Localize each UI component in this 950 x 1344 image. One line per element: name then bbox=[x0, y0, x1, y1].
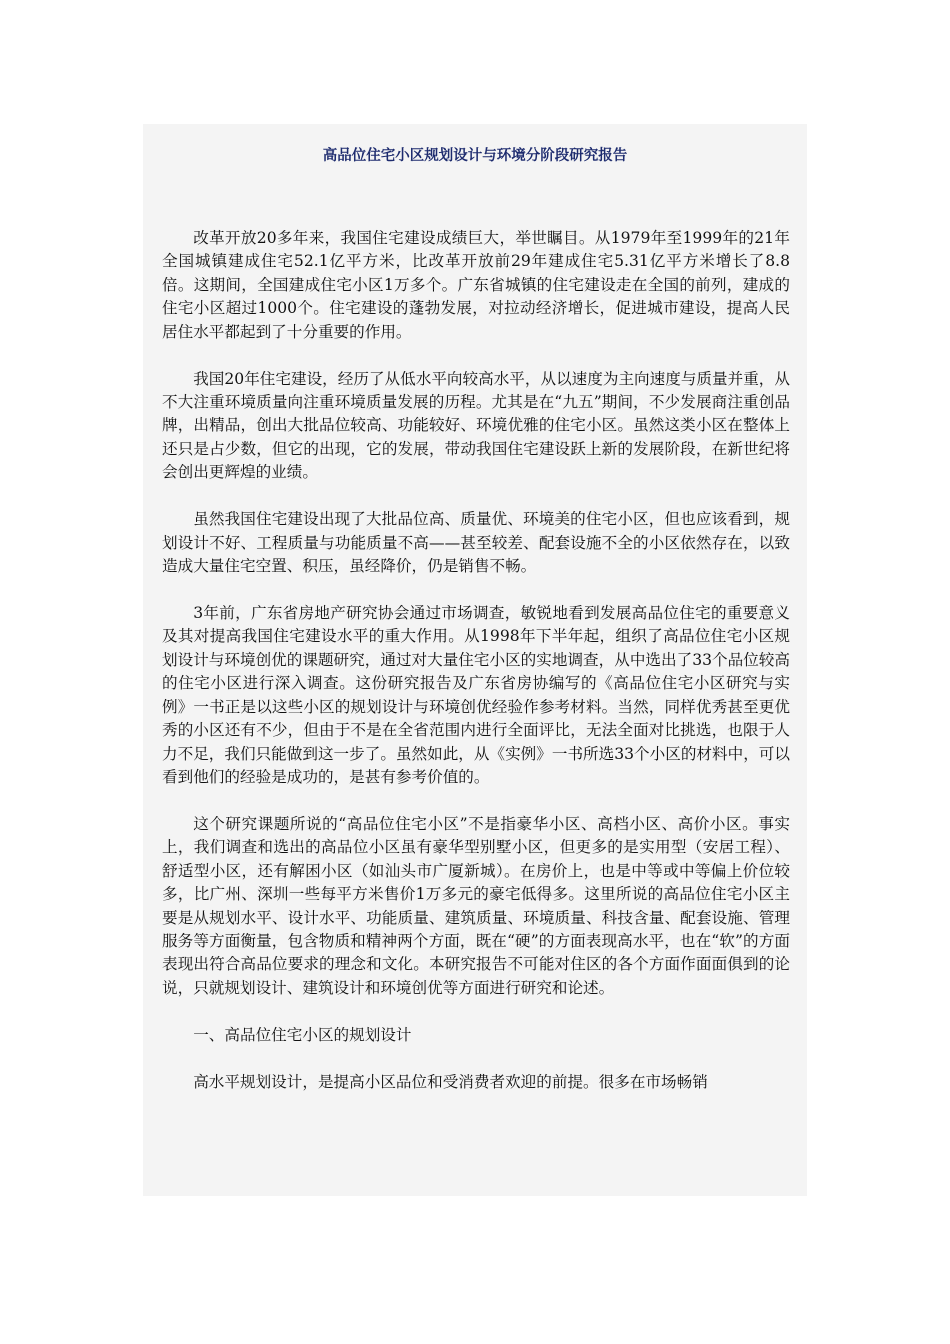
paragraph-1: 改革开放20多年来，我国住宅建设成绩巨大，举世瞩目。从1979年至1999年的21年全国城镇建成住宅52.1亿平方米，比改革开放前29年建成住宅5.31亿平方米增长了8.8倍。这期间，全国建成住宅小区1万多个。广东省城镇的住宅建设走在全国的前列，建成的住宅小区超过1000个。住宅建设的蓬勃发展，对拉动经济增长，促进城市建设，提高人民居住水平都起到了十分重要的作用。 bbox=[162, 229, 790, 341]
document-title: 高品位住宅小区规划设计与环境分阶段研究报告 bbox=[322, 148, 628, 164]
paragraph-4: 3年前，广东省房地产研究协会通过市场调查，敏锐地看到发展高品位住宅的重要意义及其对提高我国住宅建设水平的重大作用。从1998年下半年起，组织了高品位住宅小区规划设计与环境创优的课题研究，通过对大量住宅小区的实地调查，从中选出了33个品位较高的住宅小区进行深入调查。这份研究报告及广东省房协编写的《高品位住宅小区研究与实例》一书正是以这些小区的规划设计与环境创优经验作参考材料。当然，同样优秀甚至更优秀的小区还有不少，但由于不是在全省范围内进行全面评比，无法全面对比挑选，也限于人力不足，我们只能做到这一步了。虽然如此，从《实例》一书所选33个小区的材料中，可以看到他们的经验是成功的，是甚有参考价值的。 bbox=[162, 604, 790, 786]
paragraph-5: 这个研究课题所说的“高品位住宅小区”不是指豪华小区、高档小区、高价小区。事实上，我们调查和选出的高品位小区虽有豪华型别墅小区，但更多的是实用型（安居工程）、舒适型小区，还有解困小区（如汕头市广厦新城）。在房价上，也是中等或中等偏上价位较多，比广州、深圳一些每平方米售价1万多元的豪宅低得多。这里所说的高品位住宅小区主要是从规划水平、设计水平、功能质量、建筑质量、环境质量、科技含量、配套设施、管理服务等方面衡量，包含物质和精神两个方面，既在“硬”的方面表现高水平，也在“软”的方面表现出符合高品位要求的理念和文化。本研究报告不可能对住区的各个方面作面面俱到的论说，只就规划设计、建筑设计和环境创优等方面进行研究和论述。 bbox=[162, 814, 790, 997]
section-heading: 一、高品位住宅小区的规划设计 bbox=[193, 1025, 412, 1044]
document-body bbox=[162, 227, 790, 1118]
section-paragraph: 高水平规划设计，是提高小区品位和受消费者欢迎的前提。很多在市场畅销 bbox=[193, 1072, 708, 1091]
paragraph-2: 我国20年住宅建设，经历了从低水平向较高水平，从以速度为主向速度与质量并重，从不大注重环境质量向注重环境质量发展的历程。尤其是在“九五”期间，不少发展商注重创品牌，出精品，创出大批品位较高、功能较好、环境优雅的住宅小区。虽然这类小区在整体上还只是占少数，但它的出现，它的发展，带动我国住宅建设跃上新的发展阶段，在新世纪将会创出更辉煌的业绩。 bbox=[162, 369, 790, 482]
paragraph-3: 虽然我国住宅建设出现了大批品位高、质量优、环境美的住宅小区，但也应该看到，规划设计不好、工程质量与功能质量不高——甚至较差、配套设施不全的小区依然存在，以致造成大量住宅空置、积压，虽经降价，仍是销售不畅。 bbox=[162, 510, 790, 576]
